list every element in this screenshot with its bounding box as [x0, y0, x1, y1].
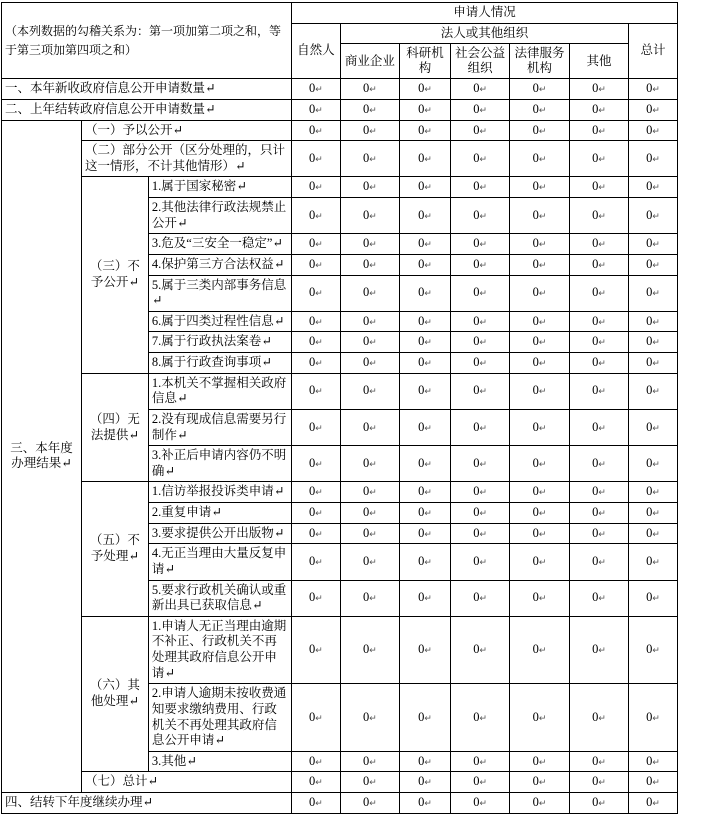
value-cell: 0↵ — [628, 198, 678, 234]
value-cell: 0↵ — [291, 275, 341, 311]
table-row — [2, 79, 726, 100]
value-cell: 0↵ — [451, 446, 509, 482]
value-cell: 0↵ — [399, 79, 451, 100]
value-cell: 0↵ — [451, 684, 509, 752]
value-cell: 0↵ — [399, 503, 451, 524]
table-row — [2, 793, 726, 814]
item-label: 1.属于国家秘密↵ — [148, 177, 291, 198]
item-label: 2.重复申请↵ — [148, 503, 291, 524]
value-cell: 0↵ — [628, 141, 678, 177]
group-label: （五）不予处理↵ — [81, 482, 148, 616]
value-cell: 0↵ — [509, 503, 570, 524]
value-cell: 0↵ — [451, 616, 509, 684]
value-cell: 0↵ — [509, 99, 570, 120]
value-cell: 0↵ — [341, 79, 399, 100]
item-label: 4.保护第三方合法权益↵ — [148, 254, 291, 275]
value-cell: 0↵ — [399, 684, 451, 752]
value-cell: 0↵ — [570, 332, 628, 353]
value-cell: 0↵ — [399, 120, 451, 141]
value-cell: 0↵ — [451, 772, 509, 793]
value-cell: 0↵ — [628, 275, 678, 311]
value-cell: 0↵ — [291, 409, 341, 445]
value-cell: 0↵ — [570, 99, 628, 120]
statistics-table-page — [0, 2, 727, 835]
value-cell: 0↵ — [341, 177, 399, 198]
value-cell: 0↵ — [628, 353, 678, 374]
value-cell: 0↵ — [451, 503, 509, 524]
group-label: （四）无法提供↵ — [81, 373, 148, 482]
value-cell: 0↵ — [509, 772, 570, 793]
value-cell: 0↵ — [509, 409, 570, 445]
value-cell: 0↵ — [570, 234, 628, 255]
item-label: 5.属于三类内部事务信息↵ — [148, 275, 291, 311]
value-cell: 0↵ — [399, 234, 451, 255]
value-cell: 0↵ — [451, 580, 509, 616]
table-row — [2, 373, 726, 409]
group-label: （七）总计↵ — [81, 772, 291, 793]
header-sub-research: 科研机构 — [399, 44, 451, 79]
value-cell: 0↵ — [341, 751, 399, 772]
value-cell: 0↵ — [570, 446, 628, 482]
value-cell: 0↵ — [451, 353, 509, 374]
value-cell: 0↵ — [451, 198, 509, 234]
table-row — [2, 772, 726, 793]
value-cell: 0↵ — [509, 198, 570, 234]
value-cell: 0↵ — [399, 409, 451, 445]
value-cell: 0↵ — [628, 177, 678, 198]
value-cell: 0↵ — [628, 544, 678, 580]
table-row — [2, 482, 726, 503]
row-label: 四、结转下年度继续办理↵ — [2, 793, 292, 814]
prefix-note: （本列数据的勾稽关系为：第一项加第二项之和，等于第三项加第四项之和） — [2, 3, 292, 79]
value-cell: 0↵ — [451, 275, 509, 311]
value-cell: 0↵ — [509, 373, 570, 409]
value-cell: 0↵ — [570, 198, 628, 234]
value-cell: 0↵ — [451, 409, 509, 445]
item-label: 2.其他法律行政法规禁止公开↵ — [148, 198, 291, 234]
value-cell: 0↵ — [628, 99, 678, 120]
value-cell: 0↵ — [291, 503, 341, 524]
item-label: 7.属于行政执法案卷↵ — [148, 332, 291, 353]
value-cell: 0↵ — [341, 254, 399, 275]
header-sub-public-welfare: 社会公益组织 — [451, 44, 509, 79]
value-cell: 0↵ — [399, 99, 451, 120]
value-cell: 0↵ — [451, 793, 509, 814]
value-cell: 0↵ — [341, 373, 399, 409]
value-cell: 0↵ — [628, 751, 678, 772]
value-cell: 0↵ — [628, 332, 678, 353]
value-cell: 0↵ — [451, 141, 509, 177]
row-label: 二、上年结转政府信息公开申请数量↵ — [2, 99, 292, 120]
item-label: 2.没有现成信息需要另行制作↵ — [148, 409, 291, 445]
value-cell: 0↵ — [509, 523, 570, 544]
value-cell: 0↵ — [570, 793, 628, 814]
value-cell: 0↵ — [399, 580, 451, 616]
value-cell: 0↵ — [509, 684, 570, 752]
item-label: 3.其他↵ — [148, 751, 291, 772]
value-cell: 0↵ — [570, 684, 628, 752]
value-cell: 0↵ — [341, 198, 399, 234]
value-cell: 0↵ — [399, 616, 451, 684]
value-cell: 0↵ — [451, 79, 509, 100]
value-cell: 0↵ — [509, 353, 570, 374]
value-cell: 0↵ — [509, 751, 570, 772]
value-cell: 0↵ — [291, 79, 341, 100]
value-cell: 0↵ — [570, 503, 628, 524]
value-cell: 0↵ — [628, 580, 678, 616]
gov-info-disclosure-table — [1, 2, 726, 814]
value-cell: 0↵ — [341, 120, 399, 141]
section-label-annual-result: 三、本年度办理结果↵ — [2, 120, 82, 793]
value-cell: 0↵ — [451, 99, 509, 120]
value-cell: 0↵ — [509, 311, 570, 332]
value-cell: 0↵ — [341, 311, 399, 332]
value-cell: 0↵ — [399, 544, 451, 580]
header-sub-other: 其他 — [570, 44, 628, 79]
value-cell: 0↵ — [451, 234, 509, 255]
value-cell: 0↵ — [570, 79, 628, 100]
value-cell: 0↵ — [570, 544, 628, 580]
table-row — [2, 99, 726, 120]
value-cell: 0↵ — [628, 793, 678, 814]
header-row-1 — [2, 3, 726, 24]
value-cell: 0↵ — [341, 580, 399, 616]
value-cell: 0↵ — [291, 544, 341, 580]
value-cell: 0↵ — [628, 684, 678, 752]
group-label: （二）部分公开（区分处理的，只计这一情形，不计其他情形）↵ — [81, 141, 291, 177]
item-label: 3.补正后申请内容仍不明确↵ — [148, 446, 291, 482]
value-cell: 0↵ — [291, 482, 341, 503]
value-cell: 0↵ — [509, 141, 570, 177]
value-cell: 0↵ — [399, 275, 451, 311]
value-cell: 0↵ — [341, 99, 399, 120]
value-cell: 0↵ — [399, 482, 451, 503]
value-cell: 0↵ — [509, 616, 570, 684]
value-cell: 0↵ — [570, 482, 628, 503]
value-cell: 0↵ — [399, 254, 451, 275]
value-cell: 0↵ — [399, 353, 451, 374]
value-cell: 0↵ — [628, 311, 678, 332]
header-sub-legal-service: 法律服务机构 — [509, 44, 570, 79]
value-cell: 0↵ — [570, 254, 628, 275]
value-cell: 0↵ — [509, 446, 570, 482]
group-label: （一）予以公开↵ — [81, 120, 291, 141]
value-cell: 0↵ — [341, 544, 399, 580]
value-cell: 0↵ — [570, 311, 628, 332]
item-label: 1.申请人无正当理由逾期不补正、行政机关不再处理其政府信息公开申请↵ — [148, 616, 291, 684]
value-cell: 0↵ — [451, 177, 509, 198]
value-cell: 0↵ — [341, 616, 399, 684]
value-cell: 0↵ — [628, 446, 678, 482]
item-label: 1.信访举报投诉类申请↵ — [148, 482, 291, 503]
item-label: 2.申请人逾期未按收费通知要求缴纳费用、行政机关不再处理其政府信息公开申请↵ — [148, 684, 291, 752]
value-cell: 0↵ — [570, 177, 628, 198]
value-cell: 0↵ — [291, 353, 341, 374]
value-cell: 0↵ — [628, 503, 678, 524]
table-row — [2, 616, 726, 684]
value-cell: 0↵ — [628, 523, 678, 544]
value-cell: 0↵ — [341, 482, 399, 503]
value-cell: 0↵ — [341, 772, 399, 793]
header-legal-or-org: 法人或其他组织 — [341, 23, 628, 44]
value-cell: 0↵ — [399, 332, 451, 353]
table-row — [2, 177, 726, 198]
value-cell: 0↵ — [399, 523, 451, 544]
item-label: 1.本机关不掌握相关政府信息↵ — [148, 373, 291, 409]
table-row — [2, 120, 726, 141]
value-cell: 0↵ — [291, 234, 341, 255]
value-cell: 0↵ — [509, 482, 570, 503]
group-label: （六）其他处理↵ — [81, 616, 148, 772]
value-cell: 0↵ — [291, 446, 341, 482]
value-cell: 0↵ — [570, 580, 628, 616]
value-cell: 0↵ — [341, 446, 399, 482]
value-cell: 0↵ — [341, 353, 399, 374]
value-cell: 0↵ — [509, 254, 570, 275]
value-cell: 0↵ — [399, 141, 451, 177]
value-cell: 0↵ — [451, 373, 509, 409]
header-natural-person: 自然人 — [291, 23, 341, 79]
value-cell: 0↵ — [509, 544, 570, 580]
value-cell: 0↵ — [451, 751, 509, 772]
value-cell: 0↵ — [451, 332, 509, 353]
value-cell: 0↵ — [628, 409, 678, 445]
value-cell: 0↵ — [291, 523, 341, 544]
header-total: 总计 — [628, 23, 678, 79]
header-sub-commercial: 商业企业 — [341, 44, 399, 79]
value-cell: 0↵ — [341, 523, 399, 544]
value-cell: 0↵ — [509, 120, 570, 141]
item-label: 8.属于行政查询事项↵ — [148, 353, 291, 374]
value-cell: 0↵ — [509, 580, 570, 616]
value-cell: 0↵ — [291, 616, 341, 684]
value-cell: 0↵ — [291, 99, 341, 120]
value-cell: 0↵ — [341, 684, 399, 752]
value-cell: 0↵ — [399, 751, 451, 772]
value-cell: 0↵ — [570, 120, 628, 141]
value-cell: 0↵ — [399, 311, 451, 332]
value-cell: 0↵ — [451, 120, 509, 141]
value-cell: 0↵ — [291, 254, 341, 275]
value-cell: 0↵ — [628, 482, 678, 503]
value-cell: 0↵ — [509, 234, 570, 255]
value-cell: 0↵ — [570, 616, 628, 684]
value-cell: 0↵ — [291, 177, 341, 198]
value-cell: 0↵ — [341, 793, 399, 814]
item-label: 6.属于四类过程性信息↵ — [148, 311, 291, 332]
value-cell: 0↵ — [628, 254, 678, 275]
item-label: 5.要求行政机关确认或重新出具已获取信息↵ — [148, 580, 291, 616]
value-cell: 0↵ — [399, 373, 451, 409]
value-cell: 0↵ — [570, 373, 628, 409]
value-cell: 0↵ — [570, 751, 628, 772]
value-cell: 0↵ — [341, 234, 399, 255]
value-cell: 0↵ — [570, 409, 628, 445]
value-cell: 0↵ — [399, 446, 451, 482]
value-cell: 0↵ — [451, 544, 509, 580]
item-label: 3.要求提供公开出版物↵ — [148, 523, 291, 544]
value-cell: 0↵ — [628, 234, 678, 255]
value-cell: 0↵ — [291, 751, 341, 772]
value-cell: 0↵ — [570, 275, 628, 311]
group-label: （三）不予公开↵ — [81, 177, 148, 373]
value-cell: 0↵ — [509, 177, 570, 198]
value-cell: 0↵ — [509, 79, 570, 100]
value-cell: 0↵ — [628, 79, 678, 100]
value-cell: 0↵ — [291, 198, 341, 234]
value-cell: 0↵ — [451, 311, 509, 332]
value-cell: 0↵ — [628, 373, 678, 409]
value-cell: 0↵ — [570, 772, 628, 793]
value-cell: 0↵ — [628, 120, 678, 141]
value-cell: 0↵ — [291, 332, 341, 353]
value-cell: 0↵ — [291, 684, 341, 752]
value-cell: 0↵ — [570, 353, 628, 374]
value-cell: 0↵ — [291, 141, 341, 177]
value-cell: 0↵ — [341, 275, 399, 311]
value-cell: 0↵ — [509, 275, 570, 311]
value-cell: 0↵ — [291, 580, 341, 616]
value-cell: 0↵ — [341, 332, 399, 353]
value-cell: 0↵ — [399, 772, 451, 793]
row-label: 一、本年新收政府信息公开申请数量↵ — [2, 79, 292, 100]
value-cell: 0↵ — [341, 141, 399, 177]
value-cell: 0↵ — [628, 772, 678, 793]
value-cell: 0↵ — [570, 141, 628, 177]
item-label: 3.危及“三安全一稳定”↵ — [148, 234, 291, 255]
value-cell: 0↵ — [628, 616, 678, 684]
item-label: 4.无正当理由大量反复申请↵ — [148, 544, 291, 580]
value-cell: 0↵ — [291, 311, 341, 332]
value-cell: 0↵ — [570, 523, 628, 544]
value-cell: 0↵ — [509, 332, 570, 353]
value-cell: 0↵ — [399, 177, 451, 198]
value-cell: 0↵ — [291, 793, 341, 814]
value-cell: 0↵ — [399, 793, 451, 814]
value-cell: 0↵ — [291, 772, 341, 793]
value-cell: 0↵ — [341, 503, 399, 524]
table-row — [2, 141, 726, 177]
value-cell: 0↵ — [451, 523, 509, 544]
value-cell: 0↵ — [291, 120, 341, 141]
value-cell: 0↵ — [509, 793, 570, 814]
value-cell: 0↵ — [399, 198, 451, 234]
value-cell: 0↵ — [291, 373, 341, 409]
header-applicant-situation: 申请人情况 — [291, 3, 678, 24]
value-cell: 0↵ — [451, 482, 509, 503]
value-cell: 0↵ — [451, 254, 509, 275]
value-cell: 0↵ — [341, 409, 399, 445]
